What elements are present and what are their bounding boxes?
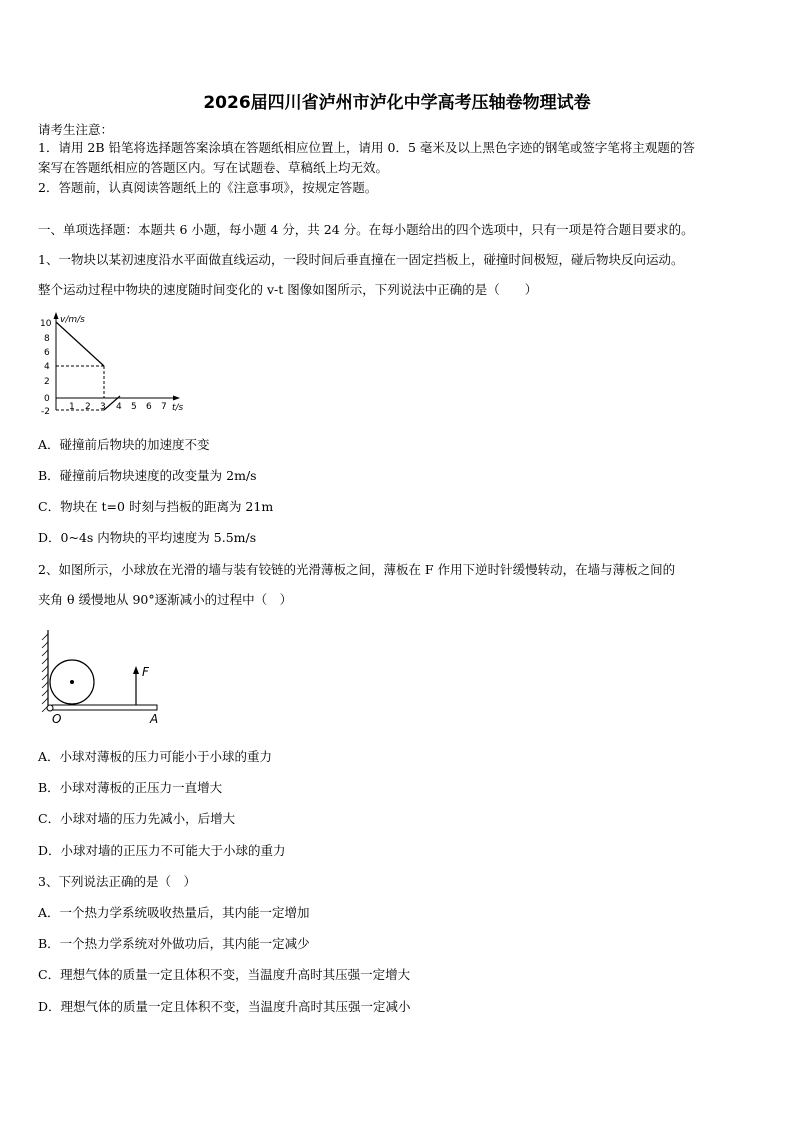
vt-graph (38, 310, 198, 420)
section-heading: 一、单项选择题：本题共 6 小题，每小题 4 分，共 24 分。在每小题给出的四个选项中，只有一项是符合题目要求的。 (38, 222, 694, 237)
y-tick-2: 2 (44, 377, 50, 387)
y-axis-label: v/m/s (60, 315, 85, 325)
q1-option-d: D．0~4s 内物块的平均速度为 5.5m/s (38, 530, 257, 545)
pivot-label: O (52, 712, 62, 726)
y-tick-0: 0 (44, 394, 50, 404)
board (52, 705, 157, 710)
q2-stem-line-1: 2、如图所示，小球放在光滑的墙与装有铰链的光滑薄板之间，薄板在 F 作用下逆时针缓慢转动，在墙与薄板之间的 (38, 562, 676, 577)
notice-line-2: 2．答题前，认真阅读答题纸上的《注意事项》，按规定答题。 (38, 180, 378, 195)
x-axis-label: t/s (172, 403, 184, 413)
q1-option-c: C．物块在 t=0 时刻与挡板的距离为 21m (38, 499, 274, 514)
x-tick-5: 5 (131, 402, 137, 412)
q3-option-b: B．一个热力学系统对外做功后，其内能一定减少 (38, 936, 310, 951)
end-label: A (150, 712, 159, 726)
x-tick-1: 1 (69, 402, 75, 412)
y-tick-neg2: -2 (41, 407, 50, 417)
x-tick-6: 6 (146, 402, 152, 412)
q1-stem-line-1: 1、一物块以某初速度沿水平面做直线运动，一段时间后垂直撞在一固定挡板上，碰撞时间极短，碰后物块反向运动。 (38, 252, 684, 267)
q1-option-a: A．碰撞前后物块的加速度不变 (38, 437, 210, 452)
x-tick-3: 3 (100, 402, 106, 412)
q3-option-c: C．理想气体的质量一定且体积不变，当温度升高时其压强一定增大 (38, 967, 411, 982)
q2-stem-line-2: 夹角 θ 缓慢地从 90°逐渐减小的过程中（ ） (38, 592, 293, 607)
notice-line-1b: 案写在答题纸相应的答题区内。写在试题卷、草稿纸上均无效。 (38, 160, 389, 175)
y-tick-4: 4 (44, 362, 50, 372)
q3-option-a: A．一个热力学系统吸收热量后，其内能一定增加 (38, 905, 310, 920)
q1-option-b: B．碰撞前后物块速度的改变量为 2m/s (38, 468, 257, 483)
y-tick-8: 8 (44, 334, 50, 344)
notice-heading: 请考生注意： (38, 122, 114, 137)
y-tick-10: 10 (40, 319, 52, 329)
y-tick-6: 6 (44, 348, 50, 358)
x-tick-7: 7 (161, 402, 167, 412)
x-tick-2: 2 (85, 402, 91, 412)
q2-option-c: C．小球对墙的压力先减小，后增大 (38, 811, 236, 826)
q3-option-d: D．理想气体的质量一定且体积不变，当温度升高时其压强一定减小 (38, 999, 411, 1014)
q1-stem-line-2: 整个运动过程中物块的速度随时间变化的 v-t 图像如图所示，下列说法中正确的是（ ） (38, 282, 538, 297)
q2-option-d: D．小球对墙的正压力不可能大于小球的重力 (38, 843, 286, 858)
q2-option-a: A．小球对薄板的压力可能小于小球的重力 (38, 749, 273, 764)
vt-line-before (56, 322, 104, 366)
q3-stem: 3、下列说法正确的是（ ） (38, 874, 196, 889)
page-title: 2026届四川省泸州市泸化中学高考压轴卷物理试卷 (203, 93, 591, 113)
force-label: F (142, 665, 149, 679)
wall-ball-figure (38, 628, 168, 728)
notice-line-1: 1．请用 2B 铅笔将选择题答案涂填在答题纸相应位置上，请用 0．5 毫米及以上黑色字迹的钢笔或签字笔将主观题的答 (38, 140, 695, 155)
hinge (47, 705, 53, 711)
x-tick-4: 4 (116, 402, 122, 412)
q2-option-b: B．小球对薄板的正压力一直增大 (38, 780, 223, 795)
